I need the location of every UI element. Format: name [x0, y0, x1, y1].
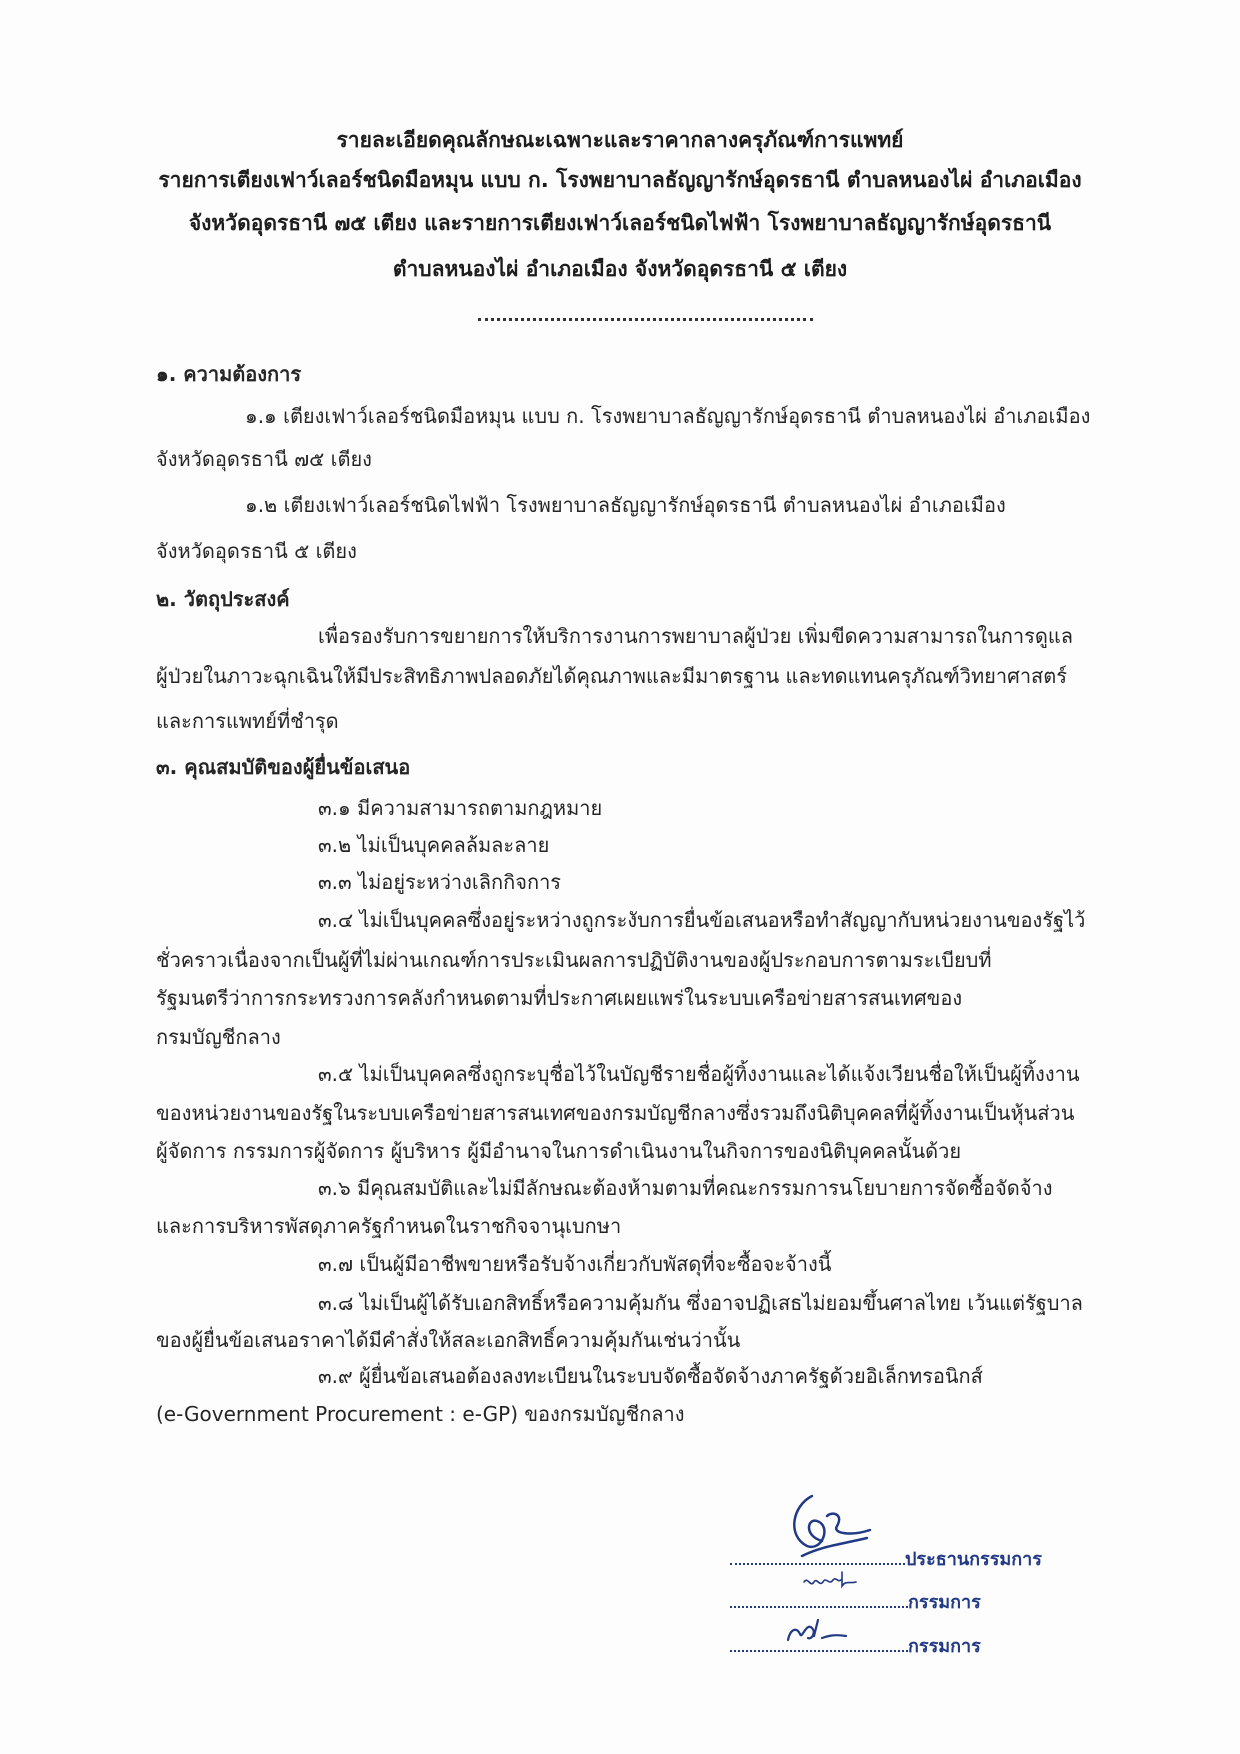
section-3-item-4-cont-3: กรมบัญชีกลาง	[156, 1025, 281, 1049]
title-separator	[478, 318, 813, 321]
signature-line-committee-2	[730, 1631, 981, 1660]
signature-line-chairman	[730, 1544, 1042, 1573]
section-3-item-4: ๓.๔ ไม่เป็นบุคคลซึ่งอยู่ระหว่างถูกระงับการยื่นข้อเสนอหรือทำสัญญากับหน่วยงานของรัฐไว้	[318, 908, 1086, 932]
section-3-item-5-cont-1: ของหน่วยงานของรัฐในระบบเครือข่ายสารสนเทศของกรมบัญชีกลางซึ่งรวมถึงนิติบุคคลที่ผู้ทิ้งงานเป็นหุ้นส่วน	[156, 1101, 1075, 1125]
section-3-heading: ๓. คุณสมบัติของผู้ยื่นข้อเสนอ	[156, 755, 411, 779]
signature-role-committee-1: กรรมการ	[908, 1592, 981, 1613]
section-3-item-7: ๓.๗ เป็นผู้มีอาชีพขายหรือรับจ้างเกี่ยวกับพัสดุที่จะซื้อจะจ้างนี้	[318, 1252, 832, 1276]
section-3-item-8: ๓.๘ ไม่เป็นผู้ได้รับเอกสิทธิ์หรือความคุ้มกัน ซึ่งอาจปฏิเสธไม่ยอมขึ้นศาลไทย เว้นแต่รัฐบาล	[318, 1291, 1083, 1315]
section-3-item-1: ๓.๑ มีความสามารถตามกฎหมาย	[318, 796, 603, 820]
signature-role-committee-2: กรรมการ	[908, 1636, 981, 1657]
section-3-item-3: ๓.๓ ไม่อยู่ระหว่างเลิกกิจการ	[318, 870, 562, 894]
document-title-line-2: รายการเตียงเฟาว์เลอร์ชนิดมือหมุน แบบ ก. โรงพยาบาลธัญญารักษ์อุดรธานี ตำบลหนองไผ่ อำเภอเมือง	[158, 168, 1082, 192]
section-3-item-5: ๓.๕ ไม่เป็นบุคคลซึ่งถูกระบุชื่อไว้ในบัญชีรายชื่อผู้ทิ้งงานและได้แจ้งเวียนชื่อให้เป็นผู้ทิ้งงาน	[318, 1062, 1080, 1086]
section-3-item-2: ๓.๒ ไม่เป็นบุคคลล้มละลาย	[318, 833, 550, 857]
section-3-item-9-cont: (e-Government Procurement : e-GP) ของกรมบัญชีกลาง	[156, 1402, 685, 1426]
section-3-item-6-cont: และการบริหารพัสดุภาครัฐกำหนดในราชกิจจานุเบกษา	[156, 1214, 622, 1238]
document-title-line-1: รายละเอียดคุณลักษณะเฉพาะและราคากลางครุภัณฑ์การแพทย์	[336, 128, 904, 152]
section-2-line-2: ผู้ป่วยในภาวะฉุกเฉินให้มีประสิทธิภาพปลอดภัยได้คุณภาพและมีมาตรฐาน และทดแทนครุภัณฑ์วิทยาศาสตร์	[156, 664, 1067, 688]
section-1-item-1: ๑.๑ เตียงเฟาว์เลอร์ชนิดมือหมุน แบบ ก. โรงพยาบาลธัญญารักษ์อุดรธานี ตำบลหนองไผ่ อำเภอเมือง	[245, 404, 1091, 428]
section-3-item-4-cont-2: รัฐมนตรีว่าการกระทรวงการคลังกำหนดตามที่ประกาศเผยแพร่ในระบบเครือข่ายสารสนเทศของ	[156, 986, 963, 1010]
section-1-item-1-cont: จังหวัดอุดรธานี ๗๕ เตียง	[156, 447, 372, 471]
section-2-heading: ๒. วัตถุประสงค์	[156, 587, 290, 611]
document-title-line-4: ตำบลหนองไผ่ อำเภอเมือง จังหวัดอุดรธานี ๕ เตียง	[392, 257, 848, 281]
signature-role-chairman: ประธานกรรมการ	[905, 1549, 1042, 1570]
signature-line-committee-1	[730, 1587, 981, 1616]
section-1-item-2: ๑.๒ เตียงเฟาว์เลอร์ชนิดไฟฟ้า โรงพยาบาลธัญญารักษ์อุดรธานี ตำบลหนองไผ่ อำเภอเมือง	[245, 493, 1006, 517]
section-3-item-8-cont: ของผู้ยื่นข้อเสนอราคาได้มีคำสั่งให้สละเอกสิทธิ์ความคุ้มกันเช่นว่านั้น	[156, 1328, 741, 1352]
section-3-item-6: ๓.๖ มีคุณสมบัติและไม่มีลักษณะต้องห้ามตามที่คณะกรรมการนโยบายการจัดซื้อจัดจ้าง	[318, 1176, 1053, 1200]
document-title-line-3: จังหวัดอุดรธานี ๗๕ เตียง และรายการเตียงเฟาว์เลอร์ชนิดไฟฟ้า โรงพยาบาลธัญญารักษ์อุดรธานี	[188, 211, 1052, 235]
section-1-heading: ๑. ความต้องการ	[156, 362, 302, 386]
section-3-item-9: ๓.๙ ผู้ยื่นข้อเสนอต้องลงทะเบียนในระบบจัดซื้อจัดจ้างภาครัฐด้วยอิเล็กทรอนิกส์	[318, 1364, 983, 1388]
section-3-item-4-cont-1: ชั่วคราวเนื่องจากเป็นผู้ที่ไม่ผ่านเกณฑ์การประเมินผลการปฏิบัติงานของผู้ประกอบการตามระเบียบที่	[156, 948, 992, 972]
section-1-item-2-cont: จังหวัดอุดรธานี ๕ เตียง	[156, 539, 357, 563]
section-2-line-1: เพื่อรองรับการขยายการให้บริการงานการพยาบาลผู้ป่วย เพิ่มขีดความสามารถในการดูแล	[318, 624, 1073, 648]
section-2-line-3: และการแพทย์ที่ชำรุด	[156, 709, 339, 733]
section-3-item-5-cont-2: ผู้จัดการ กรรมการผู้จัดการ ผู้บริหาร ผู้มีอำนาจในการดำเนินงานในกิจการของนิติบุคคลนั้นด้วย	[156, 1139, 962, 1163]
